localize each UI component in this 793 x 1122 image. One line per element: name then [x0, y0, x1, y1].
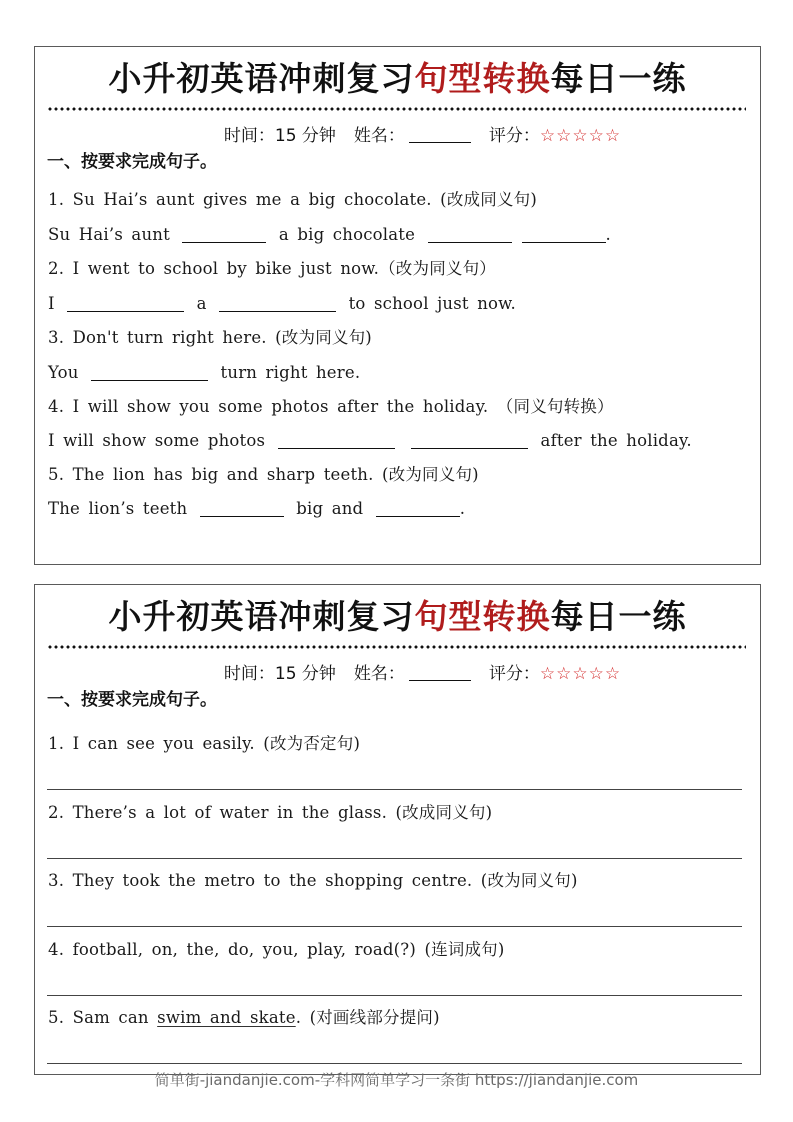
title-accent: 句型转换	[414, 59, 551, 98]
star-rating-icon: ☆☆☆☆☆	[539, 126, 622, 146]
answer-text: I will show some photos	[48, 431, 266, 450]
answer-text: I	[48, 294, 55, 313]
answer-blank[interactable]	[411, 433, 528, 449]
worksheet-title	[35, 593, 760, 641]
title-suffix: 每日一练	[550, 59, 687, 98]
answer-text: .	[459, 499, 466, 518]
star-rating-icon: ☆☆☆☆☆	[539, 664, 622, 684]
time-label: 时间：15 分钟	[223, 664, 336, 684]
question-2-prompt: 2. I went to school by bike just now.（改为同义句）	[48, 259, 497, 278]
title-prefix: 小升初英语冲刺复习	[108, 597, 415, 636]
answer-line[interactable]	[47, 926, 742, 927]
worksheet-title	[35, 55, 760, 103]
answer-text: You	[48, 363, 79, 382]
answer-blank[interactable]	[182, 227, 266, 243]
name-label: 姓名：	[353, 126, 405, 146]
answer-text: to school just now.	[348, 294, 516, 313]
question-5-prompt: 5. The lion has big and sharp teeth. (改为同义句)	[48, 465, 479, 484]
answer-blank[interactable]	[219, 296, 336, 312]
dotted-divider	[47, 645, 746, 649]
section-heading: 一、按要求完成句子。	[47, 690, 217, 710]
answer-text: The lion’s teeth	[48, 499, 188, 518]
underlined-phrase: swim and skate	[157, 1008, 296, 1027]
question-1-prompt: 1. Su Hai’s aunt gives me a big chocolate. (改成同义句)	[48, 190, 537, 209]
answer-text: Su Hai’s aunt	[48, 225, 170, 244]
score-label: 评分：	[488, 664, 540, 684]
answer-text: a big chocolate	[278, 225, 416, 244]
answer-text: after the holiday.	[540, 431, 692, 450]
question-2-answer	[48, 293, 516, 315]
prompt-text: . (对画线部分提问)	[295, 1008, 440, 1027]
question-1-prompt: 1. I can see you easily. (改为否定句)	[48, 734, 361, 753]
answer-blank[interactable]	[91, 365, 208, 381]
question-4-prompt: 4. football, on, the, do, you, play, road(?) (连词成句)	[48, 940, 505, 959]
answer-text: .	[605, 225, 611, 244]
answer-line[interactable]	[47, 1063, 742, 1064]
answer-text: big and	[296, 499, 364, 518]
dotted-divider	[47, 107, 746, 111]
answer-line[interactable]	[47, 858, 742, 859]
question-3-answer	[48, 362, 360, 384]
title-suffix: 每日一练	[550, 597, 687, 636]
meta-row	[35, 125, 760, 147]
answer-blank[interactable]	[67, 296, 184, 312]
answer-blank[interactable]	[200, 501, 284, 517]
name-blank[interactable]	[409, 665, 471, 681]
answer-blank[interactable]	[522, 227, 606, 243]
answer-text: turn right here.	[220, 363, 361, 382]
worksheet-1	[34, 46, 761, 565]
answer-line[interactable]	[47, 789, 742, 790]
answer-line[interactable]	[47, 995, 742, 996]
question-1-answer	[48, 224, 611, 246]
answer-text: a	[196, 294, 207, 313]
question-4-prompt: 4. I will show you some photos after the holiday. （同义句转换）	[48, 397, 614, 416]
name-label: 姓名：	[353, 664, 405, 684]
title-prefix: 小升初英语冲刺复习	[108, 59, 415, 98]
title-accent: 句型转换	[414, 597, 551, 636]
answer-blank[interactable]	[278, 433, 395, 449]
score-label: 评分：	[488, 126, 540, 146]
question-3-prompt: 3. Don't turn right here. (改为同义句)	[48, 328, 372, 347]
time-label: 时间：15 分钟	[223, 126, 336, 146]
answer-blank[interactable]	[428, 227, 512, 243]
footer-watermark: 简单街-jiandanjie.com-学科网简单学习一条街 https://jiandanjie.com	[154, 1071, 639, 1089]
meta-row	[35, 663, 760, 685]
section-heading: 一、按要求完成句子。	[47, 152, 217, 172]
question-3-prompt: 3. They took the metro to the shopping centre. (改为同义句)	[48, 871, 578, 890]
question-5-answer	[48, 498, 465, 520]
prompt-text: 5. Sam can	[48, 1008, 158, 1027]
question-5-prompt	[48, 1007, 440, 1029]
question-4-answer	[48, 430, 692, 452]
worksheet-2	[34, 584, 761, 1075]
question-2-prompt: 2. There’s a lot of water in the glass. (改成同义句)	[48, 803, 493, 822]
answer-blank[interactable]	[376, 501, 460, 517]
name-blank[interactable]	[409, 127, 471, 143]
